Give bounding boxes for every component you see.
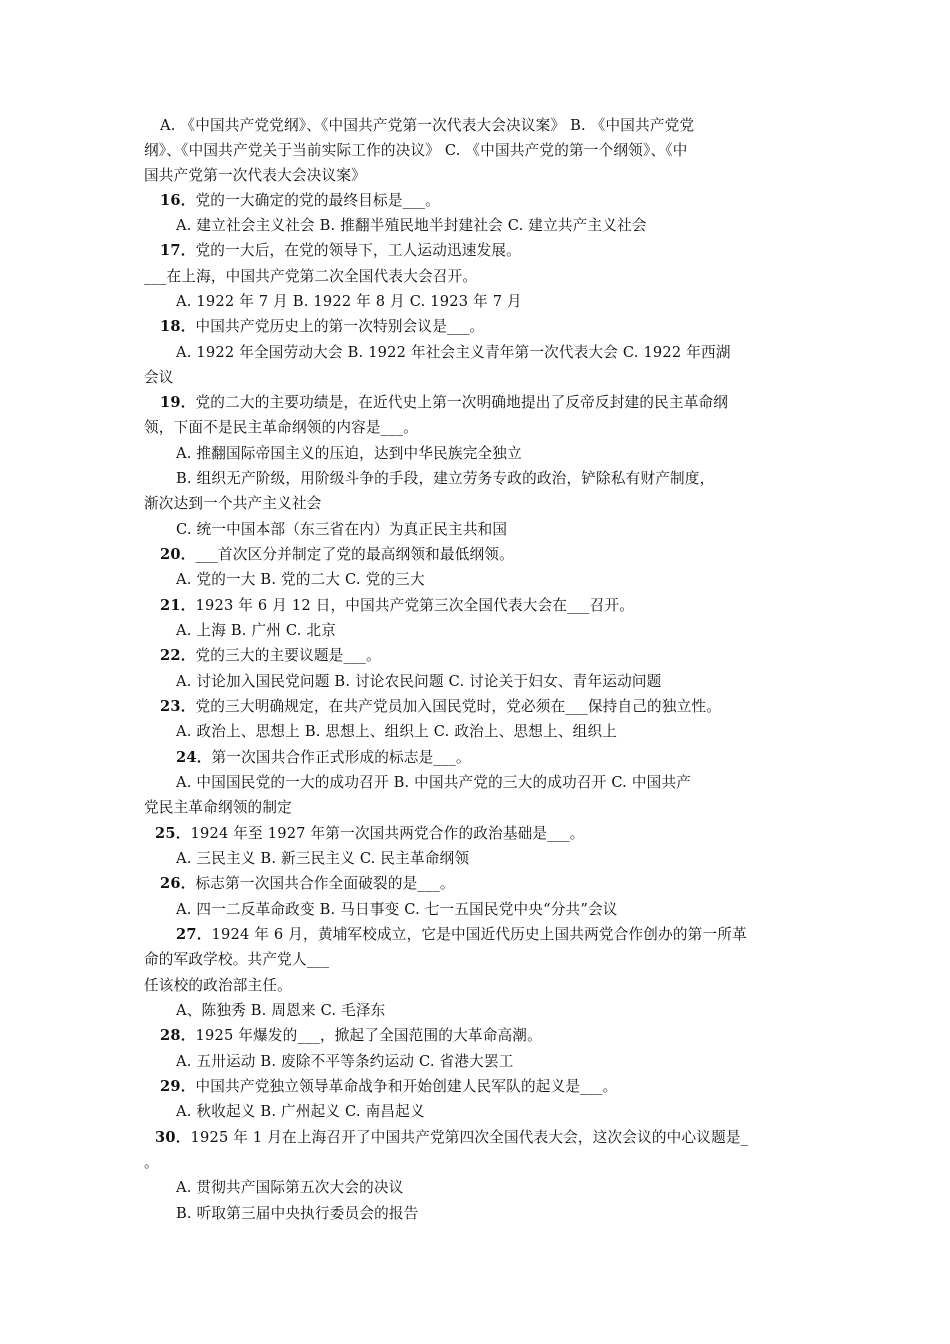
q30-option-a: A. 贯彻共产国际第五次大会的决议: [176, 1179, 404, 1196]
q25-text: 25．1924 年至 1927 年第一次国共两党合作的政治基础是___。: [155, 825, 585, 842]
q24-options: A. 中国国民党的一大的成功召开 B. 中国共产党的三大的成功召开 C. 中国共产: [176, 774, 692, 791]
q17-options: A. 1922 年 7 月 B. 1922 年 8 月 C. 1923 年 7 月: [176, 293, 522, 310]
q27-text: 27．1924 年 6 月，黄埔军校成立，它是中国近代历史上国共两党合作创办的第一所革: [176, 926, 747, 943]
q19-option-b: B. 组织无产阶级，用阶级斗争的手段，建立劳务专政的政治，铲除私有财产制度，: [176, 470, 715, 487]
q18-number: 18．: [160, 318, 196, 335]
q24-text: 24．第一次国共合作正式形成的标志是___。: [176, 749, 471, 766]
q27-options: A、陈独秀 B. 周恩来 C. 毛泽东: [176, 1002, 386, 1019]
q26-options: A. 四一二反革命政变 B. 马日事变 C. 七一五国民党中央“分共”会议: [176, 901, 618, 918]
q20-options: A. 党的一大 B. 党的二大 C. 党的三大: [176, 571, 425, 588]
q22-text: 22．党的三大的主要议题是___。: [160, 647, 381, 664]
q28-number: 28．: [160, 1027, 196, 1044]
q18-options-cont: 会议: [144, 369, 174, 386]
q23-options: A. 政治上、思想上 B. 思想上、组织上 C. 政治上、思想上、组织上: [176, 723, 618, 740]
q15-options-line-1: A. 《中国共产党党纲》、《中国共产党第一次代表大会决议案》 B. 《中国共产党党: [160, 117, 695, 134]
q30-text-cont: 。: [144, 1154, 159, 1171]
q29-options: A. 秋收起义 B. 广州起义 C. 南昌起义: [176, 1103, 425, 1120]
q27-text-cont-2: 任该校的政治部主任。: [144, 977, 292, 994]
q23-number: 23．: [160, 698, 196, 715]
q15-options-line-3: 国共产党第一次代表大会决议案》: [144, 167, 366, 184]
q30-number: 30．: [155, 1129, 191, 1146]
q20-number: 20．: [160, 546, 196, 563]
q19-option-a: A. 推翻国际帝国主义的压迫，达到中华民族完全独立: [176, 445, 522, 462]
q23-text: 23．党的三大明确规定，在共产党员加入国民党时，党必须在___保持自己的独立性。: [160, 698, 721, 715]
q19-number: 19．: [160, 394, 196, 411]
q29-number: 29．: [160, 1078, 196, 1095]
q24-options-cont: 党民主革命纲领的制定: [144, 799, 292, 816]
q30-option-b: B. 听取第三届中央执行委员会的报告: [176, 1205, 419, 1222]
q18-text: 18．中国共产党历史上的第一次特别会议是___。: [160, 318, 485, 335]
q24-number: 24．: [176, 749, 212, 766]
q16-text: 16．党的一大确定的党的最终目标是___。: [160, 192, 440, 209]
q19-option-c: C. 统一中国本部（东三省在内）为真正民主共和国: [176, 521, 508, 538]
q26-number: 26．: [160, 875, 196, 892]
q19-text: 19．党的二大的主要功绩是，在近代史上第一次明确地提出了反帝反封建的民主革命纲: [160, 394, 729, 411]
q30-text: 30．1925 年 1 月在上海召开了中国共产党第四次全国代表大会，这次会议的中心议题是_: [155, 1129, 749, 1146]
q25-options: A. 三民主义 B. 新三民主义 C. 民主革命纲领: [176, 850, 470, 867]
q27-text-cont: 命的军政学校。共产党人___: [144, 951, 330, 968]
q27-number: 27．: [176, 926, 212, 943]
q22-number: 22．: [160, 647, 196, 664]
q17-text: 17．党的一大后，在党的领导下，工人运动迅速发展。: [160, 242, 521, 259]
q29-text: 29．中国共产党独立领导革命战争和开始创建人民军队的起义是___。: [160, 1078, 618, 1095]
q21-options: A. 上海 B. 广州 C. 北京: [176, 622, 336, 639]
q18-options: A. 1922 年全国劳动大会 B. 1922 年社会主义青年第一次代表大会 C. 1922 年西湖: [176, 344, 731, 361]
q25-number: 25．: [155, 825, 191, 842]
q17-number: 17．: [160, 242, 196, 259]
q16-number: 16．: [160, 192, 196, 209]
q22-options: A. 讨论加入国民党问题 B. 讨论农民问题 C. 讨论关于妇女、青年运动问题: [176, 673, 662, 690]
q20-text: 20．___首次区分并制定了党的最高纲领和最低纲领。: [160, 546, 514, 563]
q19-text-cont: 领，下面不是民主革命纲领的内容是___。: [144, 419, 418, 436]
q15-options-line-2: 纲》、《中国共产党关于当前实际工作的决议》 C. 《中国共产党的第一个纲领》、《中: [144, 142, 688, 159]
q21-text: 21．1923 年 6 月 12 日，中国共产党第三次全国代表大会在___召开。: [160, 597, 635, 614]
q28-options: A. 五卅运动 B. 废除不平等条约运动 C. 省港大罢工: [176, 1053, 514, 1070]
q19-option-b-cont: 渐次达到一个共产主义社会: [144, 495, 322, 512]
q16-options: A. 建立社会主义社会 B. 推翻半殖民地半封建社会 C. 建立共产主义社会: [176, 217, 647, 234]
q17-text-cont: ___在上海，中国共产党第二次全国代表大会召开。: [144, 268, 478, 285]
q21-number: 21．: [160, 597, 196, 614]
q26-text: 26．标志第一次国共合作全面破裂的是___。: [160, 875, 455, 892]
q28-text: 28．1925 年爆发的___，掀起了全国范围的大革命高潮。: [160, 1027, 542, 1044]
